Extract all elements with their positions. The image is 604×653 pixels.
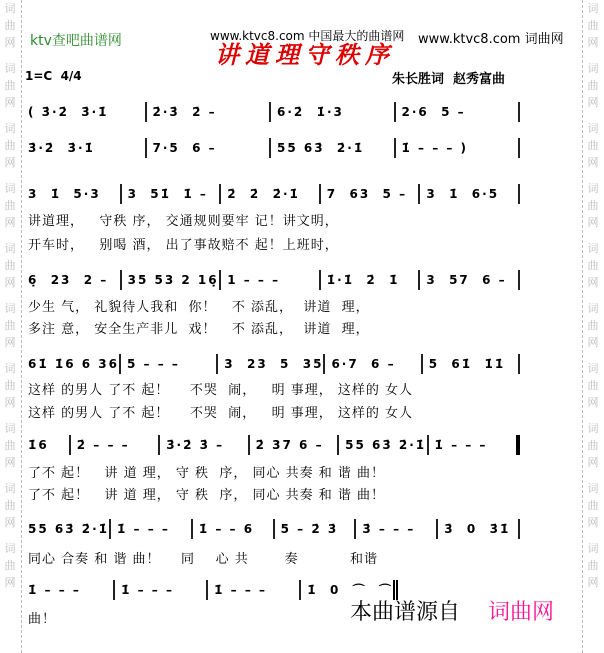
site-name-right: www.ktvc8.com 词曲网 bbox=[418, 32, 564, 47]
measure: 1̇ – – – bbox=[111, 519, 193, 539]
measure: 6̣ 23 2 – bbox=[28, 270, 122, 290]
watermark-text: 词 曲 网 bbox=[587, 482, 599, 529]
watermark-text: 词 曲 网 bbox=[4, 422, 16, 469]
measure: 1 – – – bbox=[221, 270, 321, 290]
notation-row bbox=[28, 435, 520, 455]
lyrics-line: 了不 起！ 讲 道 理， 守 秩 序， 同心 共奏 和 谐 曲！ bbox=[28, 466, 385, 481]
watermark-text: 词 曲 网 bbox=[587, 2, 599, 49]
watermark-text: 词 曲 网 bbox=[587, 422, 599, 469]
lyrics-line: 多注 意， 安全生产非儿 戏！ 不 添乱， 讲道 理， bbox=[28, 322, 370, 337]
notation-row bbox=[28, 184, 520, 204]
measure: 3̇·2̇ 3̇ – bbox=[160, 435, 249, 455]
measure: 2̇ 37 6 – bbox=[250, 435, 339, 455]
measure: 2̇·3̇ 2̇ – bbox=[147, 102, 272, 122]
credits: 朱长胜词 赵秀富曲 bbox=[392, 72, 506, 87]
measure: 55 63̇ 2̇·1̇ bbox=[271, 138, 396, 158]
measure: 35 53 2 16̣ bbox=[122, 270, 222, 290]
measure: 1̇ – – – bbox=[115, 580, 208, 600]
watermark-text: 词 曲 网 bbox=[587, 62, 599, 109]
measure: 1̇·1̇ 2̇ 1̇ bbox=[321, 270, 421, 290]
watermark-text: 词 曲 网 bbox=[587, 122, 599, 169]
measure: 2·6 5 – bbox=[396, 102, 521, 122]
measure: 1̇ – – – bbox=[429, 435, 520, 455]
watermark-text: 词 曲 网 bbox=[4, 62, 16, 109]
lyrics-line: 开车时， 别喝 酒， 出了事故赔不 起！上班时， bbox=[28, 238, 339, 253]
measure: 7·5 6 – bbox=[147, 138, 272, 158]
measure: 3̇ 0 3̇1̇ bbox=[438, 519, 520, 539]
margin-line-left bbox=[21, 0, 22, 653]
measure: 5 61̇ 1̇1̇ bbox=[423, 354, 520, 374]
site-name-center: www.ktvc8.com 中国最大的曲谱网 bbox=[210, 29, 405, 43]
watermark-text: 词 曲 网 bbox=[4, 2, 16, 49]
watermark-right bbox=[586, 0, 600, 600]
watermark-text: 词 曲 网 bbox=[4, 302, 16, 349]
lyrics-line: 这样 的男人 了不 起！ 不哭 闹， 明 事理， 这样的 女人 bbox=[28, 383, 413, 398]
watermark-left bbox=[3, 0, 17, 600]
notation-row bbox=[28, 270, 520, 290]
watermark-text: 词 曲 网 bbox=[4, 482, 16, 529]
measure: 3 51̇ 1̇ – bbox=[122, 184, 222, 204]
measure: 2̇ 2̇ 2̇·1̇ bbox=[221, 184, 321, 204]
watermark-text: 词 曲 网 bbox=[587, 302, 599, 349]
measure: 55 63̇ 2̇·1̇ bbox=[339, 435, 428, 455]
watermark-text: 词 曲 网 bbox=[587, 542, 599, 589]
measure: 3 1̇ 5·3 bbox=[28, 184, 122, 204]
watermark-text: 词 曲 网 bbox=[587, 182, 599, 229]
lyrics-line: 讲道理， 守秩 序， 交通规则要牢 记！讲文明， bbox=[28, 214, 339, 229]
notation-row bbox=[28, 138, 520, 158]
measure: 1̇ – – – ) bbox=[396, 138, 521, 158]
measure: 3 1̇ 6·5 bbox=[420, 184, 520, 204]
measure: 5 – 2̇ 3̇ bbox=[275, 519, 357, 539]
margin-line-right bbox=[582, 0, 583, 653]
site-name-left: ktv查吧曲谱网 bbox=[30, 33, 122, 49]
source-site: 词曲网 bbox=[488, 600, 555, 625]
measure: 2̇ – – – bbox=[71, 435, 160, 455]
measure: 1̇ – – – bbox=[28, 580, 115, 600]
lyrics-line: 了不 起！ 讲 道 理， 守 秩 序， 同心 共奏 和 谐 曲！ bbox=[28, 488, 385, 503]
measure: 3̇·2̇ 3̇·1̇ bbox=[28, 138, 147, 158]
measure: 7 63 5 – bbox=[321, 184, 421, 204]
measure: 6·7 6 – bbox=[325, 354, 422, 374]
measure: 6·2̇ 1̇·3 bbox=[271, 102, 396, 122]
notation-row bbox=[28, 519, 520, 539]
measure: 55 63̇ 2̇·1̇ bbox=[28, 519, 111, 539]
source-label: 本曲谱源自 bbox=[350, 600, 461, 625]
watermark-text: 词 曲 网 bbox=[587, 242, 599, 289]
measure: ( 3̇·2̇ 3̇·1̇ bbox=[28, 102, 147, 122]
measure: 1̇ 0 ⌒ ⌒ bbox=[301, 580, 398, 600]
measure: 1̇ – – 6 bbox=[193, 519, 275, 539]
measure: 3̇ – – – bbox=[356, 519, 438, 539]
watermark-text: 词 曲 网 bbox=[4, 242, 16, 289]
measure: 3 23 5 35 bbox=[218, 354, 325, 374]
watermark-text: 词 曲 网 bbox=[4, 362, 16, 409]
key-meter: 1=C 4/4 bbox=[25, 69, 82, 83]
watermark-text: 词 曲 网 bbox=[587, 362, 599, 409]
watermark-text: 词 曲 网 bbox=[4, 542, 16, 589]
song-title: 讲道理守秩序 bbox=[215, 40, 395, 69]
lyrics-line: 少生 气， 礼貌待人我和 你！ 不 添乱， 讲道 理， bbox=[28, 300, 370, 315]
measure: 1̇6 bbox=[28, 435, 71, 455]
measure: 3 57 6 – bbox=[420, 270, 520, 290]
notation-row bbox=[28, 354, 520, 374]
lyrics-line: 曲！ bbox=[28, 612, 57, 627]
lyrics-line: 同心 合奏 和 谐 曲！ 同 心 共 奏 和谐 bbox=[28, 552, 378, 567]
measure: 5 – – – bbox=[121, 354, 218, 374]
watermark-text: 词 曲 网 bbox=[4, 182, 16, 229]
measure: 61̇ 1̇6 6 36 bbox=[28, 354, 121, 374]
watermark-text: 词 曲 网 bbox=[4, 122, 16, 169]
notation-row bbox=[28, 102, 520, 122]
measure: 1̇ – – – bbox=[208, 580, 301, 600]
lyrics-line: 这样 的男人 了不 起！ 不哭 闹， 明 事理， 这样的 女人 bbox=[28, 406, 413, 421]
notation-row bbox=[28, 580, 398, 600]
